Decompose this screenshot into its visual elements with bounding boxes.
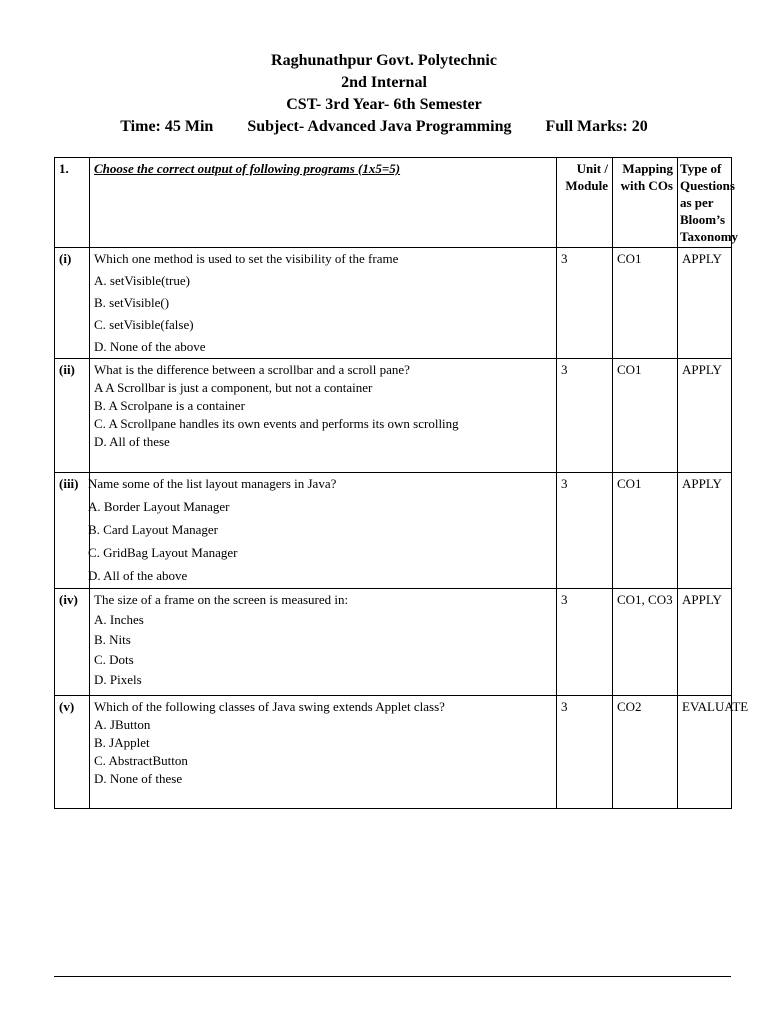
option: C. setVisible(false) xyxy=(94,317,194,332)
option: D. None of these xyxy=(94,771,183,786)
unit-cell: 3 xyxy=(557,359,613,473)
exam-details-line xyxy=(0,116,768,138)
unit-cell: 3 xyxy=(557,696,613,809)
unit-cell: 3 xyxy=(557,589,613,696)
option: A A Scrollbar is just a component, but not a container xyxy=(94,380,373,395)
question-number: (ii) xyxy=(55,359,90,473)
section-number: 1. xyxy=(55,158,90,248)
bloom-type-cell: APPLY xyxy=(678,589,732,696)
question-number: (i) xyxy=(55,248,90,359)
exam-subject: Subject- Advanced Java Programming xyxy=(247,118,512,135)
footer-divider xyxy=(54,976,731,977)
unit-cell: 3 xyxy=(557,473,613,589)
question-cell xyxy=(90,473,557,589)
exam-time: Time: 45 Min xyxy=(120,118,214,135)
option: A. Border Layout Manager xyxy=(88,499,230,514)
option: D. Pixels xyxy=(94,672,142,687)
question-cell xyxy=(90,359,557,473)
question-number: (iii) xyxy=(55,473,90,589)
bloom-type-cell: APPLY xyxy=(678,359,732,473)
col-mapping-header: Mapping with COs xyxy=(613,158,678,248)
co-cell: CO2 xyxy=(613,696,678,809)
question-cell xyxy=(90,589,557,696)
table-row xyxy=(55,248,732,359)
question-text: Which one method is used to set the visibility of the frame xyxy=(94,251,399,266)
table-row xyxy=(55,359,732,473)
table-header-row xyxy=(55,158,732,248)
option: B. Nits xyxy=(94,632,131,647)
co-cell: CO1 xyxy=(613,473,678,589)
table-row xyxy=(55,473,732,589)
co-cell: CO1, CO3 xyxy=(613,589,678,696)
option: B. Card Layout Manager xyxy=(88,522,218,537)
bloom-type-cell: APPLY xyxy=(678,248,732,359)
option: C. A Scrollpane handles its own events and performs its own scrolling xyxy=(94,416,459,431)
section-title-cell xyxy=(90,158,557,248)
question-text: What is the difference between a scrollbar and a scroll pane? xyxy=(94,362,410,377)
col-type-header: Type of Questions as per Bloom’s Taxonomy xyxy=(678,158,732,248)
option: C. GridBag Layout Manager xyxy=(88,545,238,560)
option: A. JButton xyxy=(94,717,151,732)
option: A. setVisible(true) xyxy=(94,273,190,288)
option: B. setVisible() xyxy=(94,295,170,310)
course-info: CST- 3rd Year- 6th Semester xyxy=(286,96,482,113)
question-number: (v) xyxy=(55,696,90,809)
question-table xyxy=(54,157,749,809)
question-cell xyxy=(90,696,557,809)
co-cell: CO1 xyxy=(613,248,678,359)
option: A. Inches xyxy=(94,612,144,627)
unit-cell: 3 xyxy=(557,248,613,359)
section-title: Choose the correct output of following programs (1x5=5) xyxy=(94,161,401,176)
question-text: Name some of the list layout managers in Java? xyxy=(88,476,337,491)
option: D. None of the above xyxy=(94,339,206,354)
institute-name: Raghunathpur Govt. Polytechnic xyxy=(271,52,497,69)
question-number: (iv) xyxy=(55,589,90,696)
option: B. JApplet xyxy=(94,735,150,750)
option: D. All of the above xyxy=(88,568,188,583)
question-cell xyxy=(90,248,557,359)
exam-title: 2nd Internal xyxy=(341,74,427,91)
table-row xyxy=(55,589,732,696)
col-unit-header: Unit / Module xyxy=(557,158,613,248)
question-text: Which of the following classes of Java swing extends Applet class? xyxy=(94,699,445,714)
bloom-type-cell: APPLY xyxy=(678,473,732,589)
option: C. AbstractButton xyxy=(94,753,188,768)
co-cell: CO1 xyxy=(613,359,678,473)
option: C. Dots xyxy=(94,652,134,667)
option: B. A Scrolpane is a container xyxy=(94,398,245,413)
exam-full-marks: Full Marks: 20 xyxy=(545,118,648,135)
bloom-type-cell: EVALUATE xyxy=(678,696,732,809)
option: D. All of these xyxy=(94,434,170,449)
table-row xyxy=(55,696,732,809)
question-text: The size of a frame on the screen is measured in: xyxy=(94,592,349,607)
